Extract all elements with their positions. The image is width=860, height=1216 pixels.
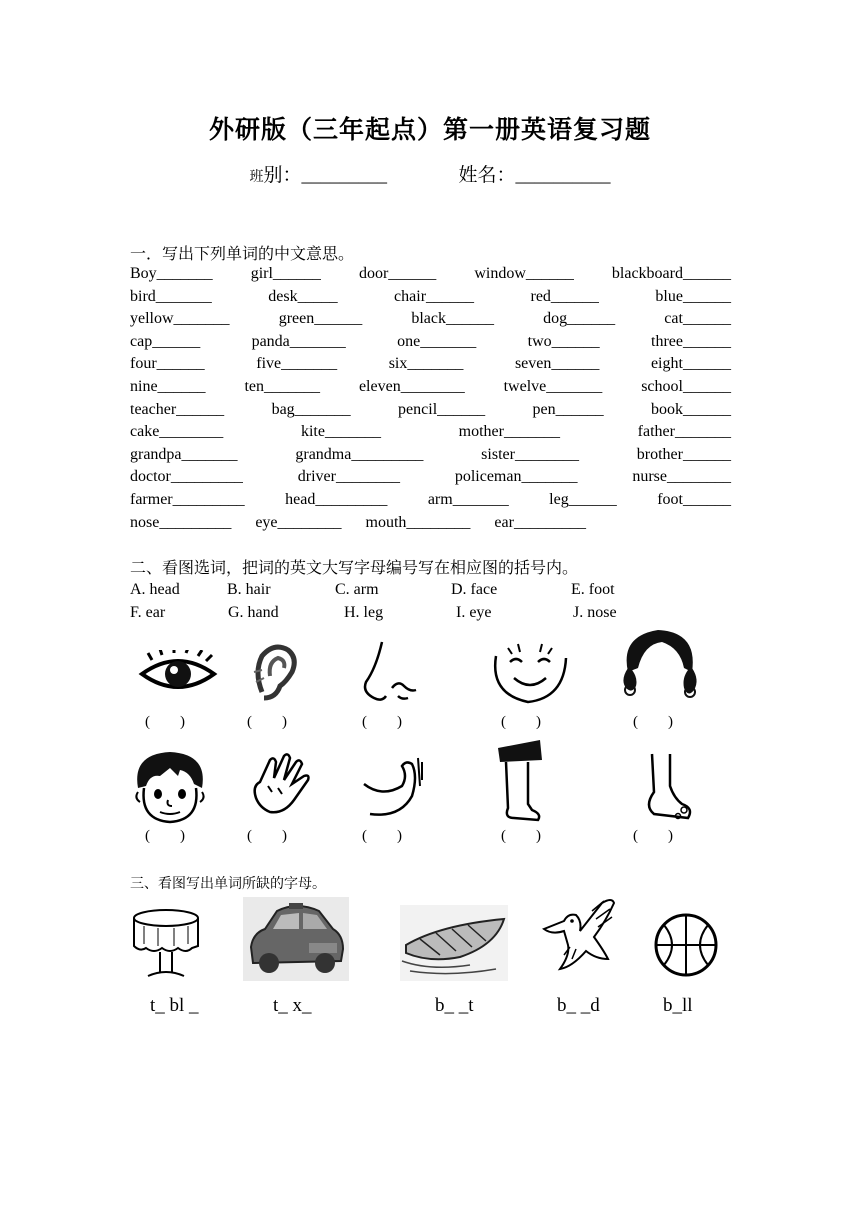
vocab-item: foot______: [657, 490, 731, 508]
vocab-item: pencil______: [398, 400, 486, 418]
missing-letters-word: b_ _t: [435, 995, 474, 1016]
section1-heading: 一．写出下列单词的中文意思。: [130, 246, 355, 263]
option-item: I. eye: [456, 604, 492, 621]
option-item: C. arm: [335, 581, 379, 598]
vocab-row: [130, 489, 731, 512]
answer-parentheses: ( ): [362, 828, 402, 844]
nose-picture: [362, 640, 420, 706]
vocab-item: nurse________: [632, 468, 731, 486]
vocab-item: driver________: [297, 468, 400, 486]
vocab-row: [130, 263, 731, 286]
vocab-item: cat______: [664, 310, 731, 328]
vocab-item: policeman_______: [454, 468, 578, 486]
answer-parentheses: ( ): [633, 828, 673, 844]
vocab-item: eleven________: [358, 377, 465, 395]
option-list: [130, 578, 617, 624]
vocab-row: [130, 353, 731, 376]
vocab-item: panda_______: [251, 332, 346, 350]
vocab-item: arm_______: [427, 490, 509, 508]
missing-letters-word: t_ bl _: [150, 995, 199, 1016]
vocab-item: window______: [474, 265, 574, 282]
vocab-row: [130, 376, 731, 399]
vocab-item: head_________: [285, 490, 388, 508]
vocab-item: two______: [527, 332, 600, 350]
vocab-item: girl______: [250, 265, 321, 282]
vocab-item: blackboard______: [611, 265, 731, 282]
answer-parentheses: ( ): [501, 828, 541, 844]
page-title: 外研版（三年起点）第一册英语复习题: [208, 117, 651, 144]
vocab-item: eye________: [255, 513, 342, 531]
option-item: F. ear: [130, 604, 166, 621]
vocab-item: grandpa_______: [130, 445, 238, 463]
vocab-item: teacher______: [130, 400, 225, 418]
vocab-item: bird_______: [130, 287, 212, 305]
option-item: E. foot: [571, 581, 615, 598]
face-picture: [490, 640, 570, 706]
answer-parentheses: ( ): [145, 714, 185, 730]
vocab-item: six_______: [388, 355, 464, 373]
arm-picture: [362, 756, 424, 820]
leg-picture: [494, 738, 546, 824]
vocab-item: ear_________: [494, 513, 586, 531]
vocab-item: mother_______: [458, 423, 560, 441]
vocab-row: [130, 331, 731, 354]
eye-picture: [138, 650, 218, 702]
vocab-item: desk_____: [268, 287, 338, 305]
vocab-item: ten_______: [244, 377, 321, 395]
vocab-item: green______: [278, 310, 363, 328]
hand-picture: [250, 752, 316, 822]
ear-picture: [250, 642, 300, 704]
name-field: 姓名：__________: [458, 165, 611, 186]
missing-letters-word: b_ _d: [557, 995, 600, 1016]
foot-picture: [638, 752, 694, 824]
section2-heading: 二、看图选词，把词的英文大写字母编号写在相应图的括号内。: [130, 560, 579, 577]
vocab-item: nine______: [130, 377, 206, 395]
vocab-item: leg______: [549, 490, 617, 508]
ball-picture: [652, 913, 720, 977]
vocab-item: father_______: [637, 423, 731, 441]
option-row: [130, 601, 617, 624]
option-item: A. head: [130, 581, 180, 598]
table-picture: [130, 906, 202, 984]
vocab-item: twelve_______: [503, 377, 603, 395]
vocab-item: chair______: [394, 287, 475, 305]
student-info-line: [0, 160, 860, 187]
vocab-row: [130, 308, 731, 331]
vocab-item: school______: [641, 377, 731, 395]
boat-picture: [400, 905, 508, 981]
vocab-item: blue______: [655, 287, 731, 305]
vocab-row: [130, 444, 731, 467]
vocab-item: dog______: [543, 310, 616, 328]
answer-parentheses: ( ): [247, 828, 287, 844]
option-row: [130, 578, 617, 601]
vocab-row: [130, 466, 731, 489]
vocab-item: eight______: [650, 355, 731, 373]
vocab-item: doctor_________: [130, 468, 243, 486]
answer-parentheses: ( ): [362, 714, 402, 730]
option-item: G. hand: [228, 604, 279, 621]
head-picture: [130, 748, 210, 824]
option-item: J. nose: [573, 604, 617, 621]
class-field: 别：_________: [263, 165, 387, 186]
answer-parentheses: ( ): [247, 714, 287, 730]
option-item: B. hair: [227, 581, 271, 598]
vocab-item: door______: [358, 265, 437, 282]
missing-letters-word: t_ x_: [273, 995, 312, 1016]
vocab-item: red______: [530, 287, 599, 305]
vocab-item: one_______: [397, 332, 477, 350]
vocab-row: [130, 512, 731, 535]
vocab-item: four______: [130, 355, 205, 373]
option-item: D. face: [451, 581, 498, 598]
vocab-item: nose_________: [130, 513, 232, 531]
vocab-item: pen______: [532, 400, 604, 418]
vocab-item: bag_______: [271, 400, 351, 418]
missing-letters-word: b_ll: [663, 995, 693, 1016]
vocab-list: [130, 263, 731, 534]
option-item: H. leg: [344, 604, 384, 621]
vocab-item: sister________: [481, 445, 579, 463]
vocab-row: [130, 421, 731, 444]
vocab-item: seven______: [514, 355, 600, 373]
vocab-item: cake________: [130, 423, 224, 441]
vocab-item: five_______: [256, 355, 338, 373]
hair-picture: [614, 628, 706, 700]
vocab-item: Boy_______: [130, 265, 213, 282]
bird-picture: [542, 895, 616, 977]
vocab-item: farmer_________: [130, 490, 245, 508]
vocab-row: [130, 399, 731, 422]
section3-heading: 三、看图写出单词所缺的字母。: [130, 877, 326, 892]
answer-parentheses: ( ): [501, 714, 541, 730]
class-prefix: 班: [249, 170, 264, 185]
vocab-item: cap______: [130, 332, 201, 350]
vocab-item: three______: [651, 332, 731, 350]
vocab-item: yellow_______: [130, 310, 230, 328]
answer-parentheses: ( ): [145, 828, 185, 844]
vocab-item: grandma_________: [295, 445, 424, 463]
vocab-item: brother______: [636, 445, 731, 463]
answer-parentheses: ( ): [633, 714, 673, 730]
vocab-item: mouth________: [365, 513, 471, 531]
vocab-item: book______: [651, 400, 731, 418]
vocab-item: black______: [411, 310, 495, 328]
taxi-picture: [243, 897, 349, 981]
vocab-row: [130, 286, 731, 309]
vocab-item: kite_______: [300, 423, 381, 441]
